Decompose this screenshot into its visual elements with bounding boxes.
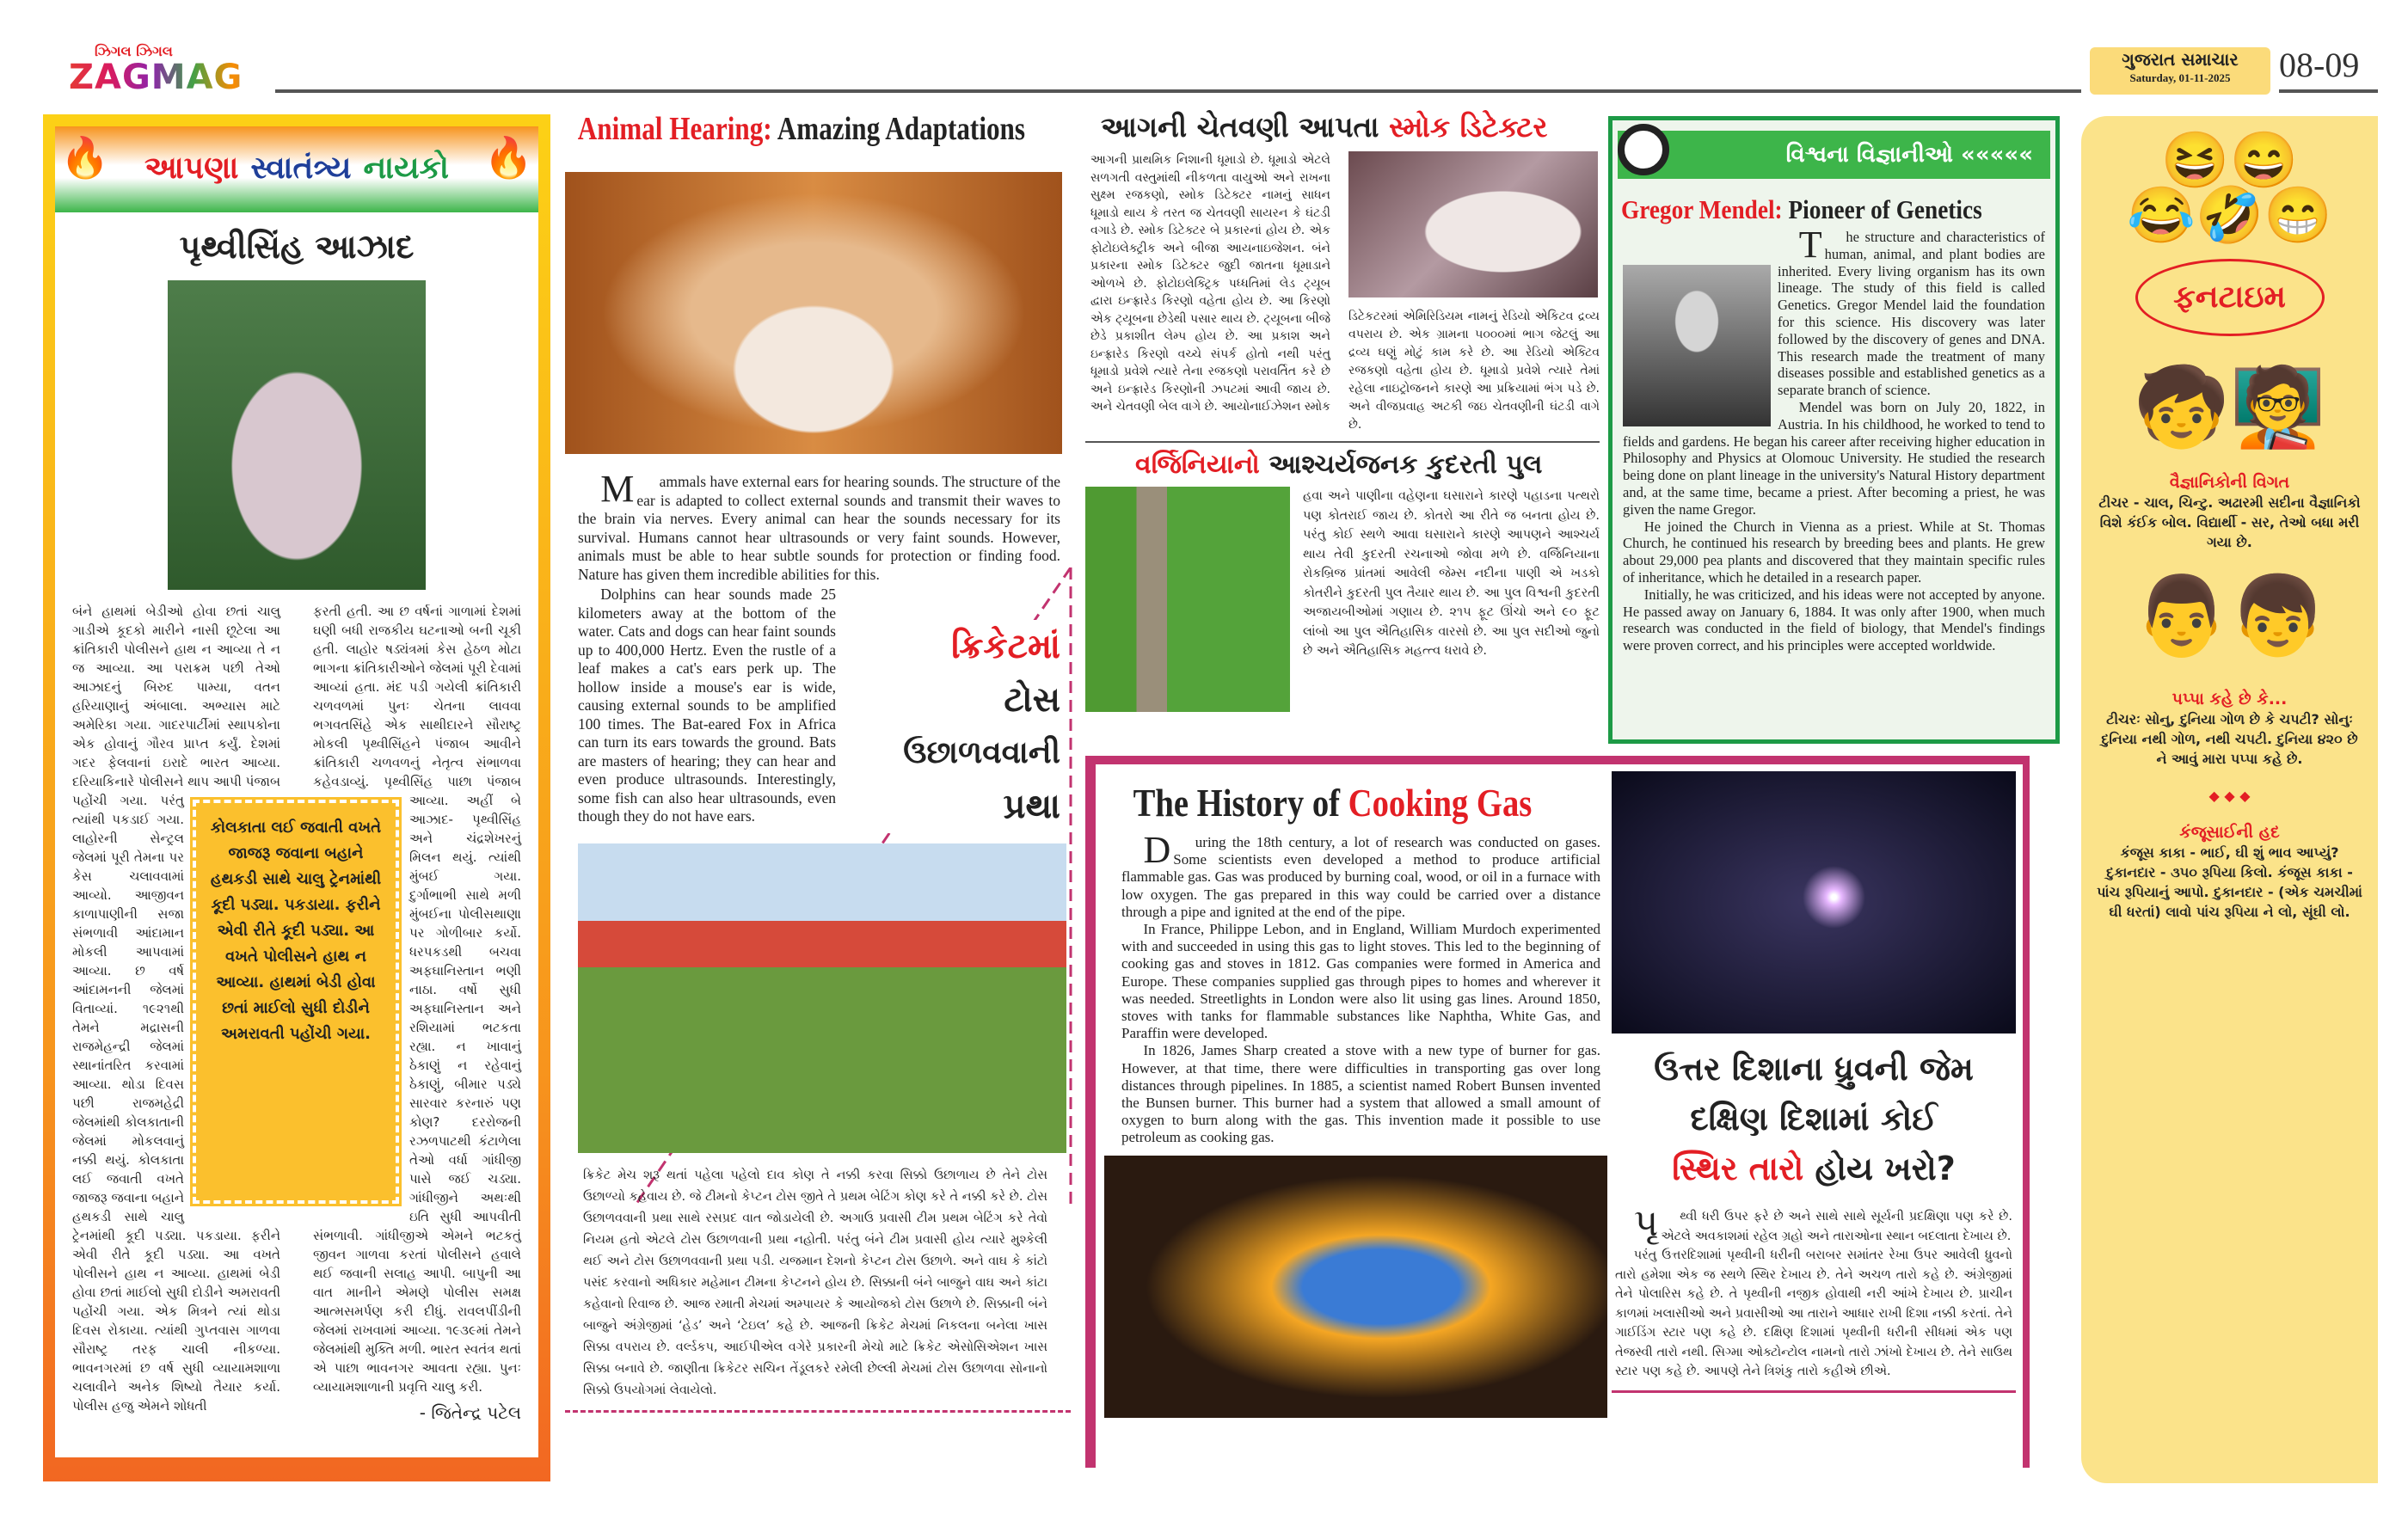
joke-body: કંજૂસ કાકા - ભાઈ, ઘી શું ભાવ આપ્યું? દુકાનદાર - ૩૫૦ રૂપિયા કિલો. કંજૂસ કાકા - પાંચ રૂપિયાનું આપો. દુકાનદાર - (એક ચમચીમાં ઘી ધરતાં) લાવો પાંચ રૂપિયા ને લો, સૂંઘી લો. xyxy=(2097,844,2362,920)
right-center-region xyxy=(1085,110,2060,1468)
page-numbers: 08-09 xyxy=(2279,46,2360,84)
star-column xyxy=(1612,771,2016,1468)
animal-hearing-body xyxy=(565,454,1071,833)
header-rule-right xyxy=(2279,89,2378,93)
paragraph: Dolphins can hear sounds made 25 kilometers away at the bottom of the water. Cats and dogs can hear faint sounds up to 400,000 Hertz. Even the rustle of a leaf makes a cat's ears perk up. The hollow inside a mouse's ear is wide, causing external sounds to be amplified 100 times. The Bat-eared Fox in Africa can turn its ears towards the ground. Bats are masters of hearing; they can hear and even produce ultrasounds. Interestingly, some fish can also hear ultrasounds, even though they do not have ears. xyxy=(578,586,836,825)
teacher-student-illustration: 👨👦 xyxy=(2133,571,2326,661)
hero-body xyxy=(55,602,538,1422)
middle-column xyxy=(565,110,1071,1413)
paragraph: Mendel was born on July 20, 1822, in Austria. In his childhood, he worked to tend to fields and gardens. He began his career after receiving higher education in Philosophy and Physics at Olomouc University. He studied the research being done on plant lineage in the university's Natural History department and, at the same time, became a priest. After becoming a priest, he was given the name Gregor. xyxy=(1623,398,2045,518)
joke-title: પપ્પા કહે છે કે... xyxy=(2172,690,2288,708)
statue-photo xyxy=(168,280,426,590)
title-red: વર્જિનિયાનો xyxy=(1135,450,1260,480)
cricket-toss-photo xyxy=(578,843,1066,1153)
paragraph: In 1826, James Sharp created a stove with a new type of burner for gas. However, at that time, there were difficulties in transporting gas over long distances through pipelines. In 1885, a scientist named Robert Bunsen invented the Bunsen burner. This burner had a system that allowed a small amount of oxygen to burn along with the gas. This invention made it possible to use petroleum as cooking gas. xyxy=(1121,1042,1600,1146)
star-body xyxy=(1612,1201,2016,1382)
paragraph: During the 18th century, a lot of research was conducted on gases. Some scientists even developed a method to produce artificial flammable gas. Gas was produced by burning coal, wood, or oil in a furnace with low oxygen. The gas prepared in this way could be carried over a distance through a pipe and ignited at the end of the pipe. xyxy=(1121,829,1600,920)
paragraph: The structure and characteristics of human, animal, and plant bodies are inherited. Every living organism has its own lineage. The study of this field is called Genetics. Gregor Mendel laid the foundation for this science. His discovery was later followed by the discovery of genes and DNA. This research made the treatment of many diseases possible and established genetics as a separate branch of science. xyxy=(1778,224,2045,399)
cricket-body: ક્રિકેટ મેચ શરૂ થતાં પહેલા પહેલો દાવ કોણ તે નક્કી કરવા સિક્કો ઉછાળાય છે તેને ટોસ ઉછાળ્યો કહેવાય છે. જે ટીમનો કેપ્ટન ટોસ જીતે તે પ્રથમ બેટિંગ કોણ કરે તે નક્કી કરે છે. ટોસ ઉછાળવવાની પ્રથા સાથે રસપ્રદ વાત જોડાયેલી છે. અગાઉ પ્રવાસી ટીમ પ્રથમ બેટિંગ કરે તેવો નિયમ હતો એટલે ટોસ ઉછાળવાની પ્રથા નહોતી. પરંતુ બંને ટીમ પ્રવાસી હોય ત્યારે મુશ્કેલી થઈ અને ટોસ ઉછાળવવાની પ્રથા પડી. યજમાન દેશનો કેપ્ટન ટોસ ઉછાળે. અને વાઘ કે કાંટો પસંદ કરવાનો અધિકાર મહેમાન ટીમના કેપ્ટનને હોય છે. સિક્કાની બંને બાજુને વાઘ અને કાંટા કહેવાનો રિવાજ છે. આજ રમાતી મેચમાં અમ્પાયર કે આયોજકો ટોસ ઉછાળે છે. સિક્કાની બંને બાજુને અંગ્રેજીમાં ‘હેડ’ અને ‘ટેઇલ’ કહે છે. આજની ક્રિકેટ મેચમાં નિકલના બનેલા ખાસ સિક્કા વપરાય છે. વર્લ્ડકપ, આઈપીએલ વગેરે પ્રકારની મેચો માટે ક્રિકેટ એસોસિએશન ખાસ સિક્કા બનાવે છે. જાણીતા ક્રિકેટર સચિન તેંડૂલકરે રમેલી છેલ્લી મેચમાં ટોસ ઉછાળવા સોનાનો સિક્કો ઉપયોગમાં લેવાયેલો. xyxy=(583,1168,1047,1397)
title-line: પ્રથા xyxy=(1003,787,1060,826)
smoke-detector-photo xyxy=(1348,151,1598,297)
virginia-title xyxy=(1085,450,1600,480)
smoke-virginia-column xyxy=(1085,110,1600,712)
banner-word: આપણા xyxy=(144,150,239,186)
star-title xyxy=(1612,1044,2016,1193)
title-red: સ્થિર તારો xyxy=(1672,1150,1804,1187)
cooking-gas-body xyxy=(1104,829,1607,1147)
title-black: Amazing Adaptations xyxy=(777,111,1026,147)
animal-hearing-title xyxy=(565,110,1026,148)
smoke-col1: આગની પ્રાથમિક નિશાની ધૂમાડો છે. ધૂમાડો એટલે સળગતી વસ્તુમાંથી નીકળતા વાયુઓ અને રાખના સુક્ષ્મ રજકણો, સ્મોક ડિટેક્ટર નામનું સાધન ધૂમાડો થાય કે તરત જ ચેતવણી સાયરન કે ઘંટડી વગાડે છે. સ્મોક ડિટેક્ટર બે પ્રકારનાં હોય છે. એક ફોટોઇલેક્ટ્રીક અને બીજા આયનાઇજેશન. બંને પ્રકારના સ્મોક ડિટેક્ટર જુદી જાતના ધૂમાડાને ઓળખે છે. ફોટોઇલેક્ટ્રિક પધ્ધતિમાં લેડ ટ્યૂબ દ્વારા ઇન્ફ્રારેડ કિરણો વહેતા હોય છે. આ કિરણો એક ટ્યૂબના છેડેથી પસાર થાય છે. ટ્યૂબના બીજે છેડે પ્રકાશીત લેમ્પ હોય છે. આ પ્રકાશ અને ઇન્ફ્રારેડ કિરણો વચ્ચે સંપર્ક હોતો નથી પરંતુ ધૂમાડો પ્રવેશે ત્યારે તેના રજકણો પરાવર્તિત કરે છે અને ઇન્ફ્રારેડ કિરણોની ઝપટમાં આવી જાય છે. અને ચેતવણી બેલ વાગે છે. આયોનાઈઝેશન સ્મોક xyxy=(1090,153,1331,414)
issue-date: Saturday, 01-11-2025 xyxy=(2129,71,2231,84)
hero-col1: બંને હાથમાં બેડીઓ હોવા છતાં ચાલુ ગાડીએ કૂદકો મારીને નાસી છૂટેલા આ ક્રાંતિકારી પોલીસને હાથ ન આવ્યા તે ન જ આવ્યા. આ પરાક્રમ પછી તેઓ આઝાદનું બિરુદ પામ્યા, વતન હરિયાણાનું અંબાલા. અભ્યાસ માટે અમેરિકા ગયા. ગાદરપાર્ટીમાં સ્થાપકોના એક હોવાનું ગૌરવ પ્રાપ્ત કર્યું. દેશમાં ગદર ફેલવાનાં ઇરાદે ભારત આવ્યા. દરિયાકિનારે પોલીસને થાપ આપી પંજાબ પહોંચી ગયા. પરંતુ ત્યાંથી પકડાઈ ગયા. લાહોરની સેન્ટ્રલ જેલમાં પૂરી તેમના પર કેસ ચલાવવામાં આવ્યો. આજીવન કાળાપાણીની સજા સંભળાવી આંદામાન મોકલી આપવામાં આવ્યા. છ વર્ષ આંદામનની જેલમાં વિતાવ્યાં. ૧૯૨૧થી તેમને મદ્રાસની રાજમેહન્દ્રી જેલમાં સ્થાનાંતરિત કરવામાં આવ્યા. થોડા દિવસ પછી રાજમહેદ્રી જેલમાંથી કોલકાતાની જેલમાં મોકલવાનું નક્કી થયું. કોલકાતા લઈ જવાતી વખતે જાજરૂ જવાના બહાને હથકડી સાથે ચાલુ ટ્રેનમાંથી કૂદી પડ્યા. પકડાયા. ફરીને એવી રીતે કૂદી પડ્યા. આ વખતે પોલીસને હાથ ન આવ્યા. હાથમાં બેડી હોવા છતાં માઈલો સુધી દોડીને અમરાવતી પહોંચી ગયા. એક મિત્રને ત્યાં થોડા દિવસ રોકાયા. ત્યાંથી ગુપ્તવાસ ગાળવા સૌરાષ્ટ્ર તરફ ચાલી નીકળ્યા. ભાવનગરમાં છ વર્ષ સુધી વ્યાયામશાળા ચલાવીને અનેક શિષ્યો તૈયાર કર્યા. પોલીસ હજુ એમને શોધતી xyxy=(72,604,280,1414)
torch-icon: 🔥 xyxy=(483,136,533,180)
cooking-gas-column xyxy=(1104,771,1607,1468)
title-red: Animal Hearing: xyxy=(577,111,772,147)
mendel-title xyxy=(1621,194,1999,225)
smoke-detector-title xyxy=(1085,110,1600,144)
scientists-section xyxy=(1608,116,2060,744)
funtime-section xyxy=(2081,116,2378,1483)
paper-name: ગુજરાત સમાચાર xyxy=(2122,49,2239,70)
pullquote-box xyxy=(193,800,399,1204)
mendel-body xyxy=(1618,224,2050,654)
title-line: ક્રિકેટમાં xyxy=(951,627,1060,666)
title-black: The History of xyxy=(1133,781,1341,825)
joke-body: ટીચરઃ સોનુ, દુનિયા ગોળ છે કે ચપટી? સોનુઃ દુનિયા નથી ગોળ, નથી ચપટી. દુનિયા ૪૨૦ છે ને આવું મારા પપ્પા કહે છે. xyxy=(2101,711,2358,767)
divider xyxy=(1085,441,1600,443)
natural-bridge-photo xyxy=(1085,487,1290,712)
author-byline: - જિતેન્દ્ર પટેલ xyxy=(419,1402,521,1423)
gas-stove-flame-photo xyxy=(1104,1156,1607,1418)
star-bottom-rule xyxy=(1612,1390,2016,1393)
separator-diamonds: ◆ ◆ ◆ xyxy=(2208,788,2251,804)
paragraph: પરંતુ ઉત્તરદિશામાં પૃથ્વીની ધરીની બરાબર સમાંતર રેખા ઉપર આવેલી ધ્રુવનો તારો હમેશા એક જ સ્થળે સ્થિર દેખાય છે. તેને અચળ તારો કહે છે. અંગ્રેજીમાં તેને પોલારિસ કહે છે. તે પૃથ્વીની નજીક હોવાથી નરી આંખે દેખાય છે. પ્રાચીન કાળમાં ખલાસીઓ અને પ્રવાસીઓ આ તારાને આધાર રાખી દિશા નક્કી કરતાં. તેને ગાઈડિંગ સ્ટાર પણ કહે છે. દક્ષિણ દિશામાં પૃથ્વીની ધરીની સીધમાં એક પણ તેજસ્વી તારો નથી. સિગ્મા ઓક્ટોન્ટોલ નામનો તારો ઝાંખો દેખાય છે. તેને સાઉથ સ્ટાર પણ કહે છે. આપણે તેને ત્રિશંકુ તારો કહીએ છીએ. xyxy=(1615,1248,2012,1378)
night-sky-star-photo xyxy=(1612,771,2016,1034)
joke-title: કંજૂસાઈની હદ xyxy=(2179,823,2280,842)
title-black: Pioneer of Genetics xyxy=(1788,194,1982,224)
header-rule xyxy=(275,89,2081,93)
banner-text: વિશ્વના વિજ્ઞાનીઓ ««««« xyxy=(1785,142,2033,168)
cricket-bottom-dash xyxy=(565,1410,1071,1413)
virginia-body: હવા અને પાણીના વહેણના ઘસારાને કારણે પહાડના પત્થરો પણ કોતરાઈ જાય છે. કોતરો આ રીતે જ બનતા હોય છે. પરંતુ કોઈ સ્થળે આવા ઘસારાને કારણે આપણને આશ્ચર્ય થાય તેવી કુદરતી રચનાઓ જોવા મળે છે. વર્જિનિયાના રોકબ્રિજ પ્રાંતમાં આવેલી જેમ્સ નદીના પાણી એ ખડકો કોતરીને કુદરતી પુલ તૈયાર થાય છે. આ પુલ વિશ્વની કુદરતી અજાયબીઓમાં ગણાય છે. ૨૧૫ ફૂટ ઊંચો અને ૯૦ ફૂટ લાંબો આ પુલ ઐતિહાસિક વારસો છે. આ પુલ સદીઓ જુનો છે અને ઐતિહાસિક મહત્ત્વ ધરાવે છે. xyxy=(1303,489,1600,658)
title-line: દક્ષિણ દિશામાં કોઈ xyxy=(1690,1100,1938,1138)
title-line: ટોસ xyxy=(1004,680,1060,720)
fennec-fox-photo xyxy=(565,172,1062,454)
paragraph: પૃથ્વી ધરી ઉપર ફરે છે અને સાથે સાથે સૂર્યની પ્રદક્ષિણા પણ કરે છે. એટલે અવકાશમાં રહેલ ગ્રહો અને તારાઓના સ્થાન બદલાતા દેખાય છે. xyxy=(1633,1201,2012,1245)
title-line: ઉછાળવવાની xyxy=(903,735,1060,770)
joke-title: વૈજ્ઞાનિકોની વિગત xyxy=(2169,473,2290,492)
title-red: Cooking Gas xyxy=(1348,781,1533,825)
cricket-title xyxy=(858,620,1060,833)
banner-word: નાયકો xyxy=(363,150,449,186)
smoke-col2: ડિટેકટરમાં એમિરિડિયમ નામનું રેડિયો એકિટવ દ્રવ્ય વપરાય છે. એક ગ્રામના ૫૦૦૦માં ભાગ જેટલું આ દ્રવ્ય ઘણું મોટું કામ કરે છે. આ રેડિયો એક્ટિવ રજકણો વહેતા હોય છે. ધૂમાડો પ્રવેશે ત્યારે તેમાં રહેલા નાઇટ્રોજનને કારણે આ પ્રક્રિયામાં ભંગ પડે છે. અને વીજપ્રવાહ અટકી જઇ ચેતવણીની ઘંટડી વાગે છે. xyxy=(1348,310,1600,432)
title-red: Gregor Mendel: xyxy=(1621,194,1783,224)
scientists-banner xyxy=(1618,131,2050,179)
logo-main-text: ZAGMAG xyxy=(69,60,275,95)
torch-icon: 🔥 xyxy=(60,136,110,180)
banner-word: સ્વાતંત્ર્ય xyxy=(250,150,352,186)
cooking-gas-title xyxy=(1104,780,1533,825)
kids-illustration: 🧒🧑‍🏫 xyxy=(2133,365,2326,451)
pullquote-text: કોલકાતા લઈ જવાતી વખતે જાજરૂ જવાના બહાને હથકડી સાથે ચાલુ ટ્રેનમાંથી કૂદી પડ્યા. પકડાયા. ફરીને એવી રીતે કૂદી પડ્યા. આ વખતે પોલીસને હાથ ન આવ્યા. હાથમાં બેડી હોવા છતાં માઈલો સુધી દોડીને અમરાવતી પહોંચી ગયા. xyxy=(210,819,382,1043)
freedom-hero-section xyxy=(43,114,550,1481)
freedom-banner xyxy=(55,126,538,212)
magenta-frame xyxy=(1085,756,2030,1468)
hero-name-title: પૃથ્વીસિંહ આઝાદ xyxy=(179,228,415,266)
gregor-mendel-portrait xyxy=(1623,265,1771,426)
paper-name-box xyxy=(2090,47,2270,95)
joke-body: ટીચર - ચાલ, ચિન્ટુ. અઢારમી સદીના વૈજ્ઞાનિકો વિશે કંઈક બોલ. વિદ્યાર્થી - સર, તેઓ બધા મરી ગયા છે. xyxy=(2098,494,2361,550)
title-black: આગની ચેતવણી આપતા xyxy=(1101,110,1379,144)
paragraph: Mammals have external ears for hearing sounds. The structure of the ear is adapted to collect external sounds and transmit their waves to the brain via nerves. Every animal can hear the sounds necessary for its survival. Humans cannot hear ultrasounds or very faint sounds. However, animals must be able to hear subtle sounds for protection or finding food. Nature has given them incredible abilities for this. xyxy=(578,468,1060,583)
title-red: સ્મોક ડિટેક્ટર xyxy=(1388,110,1548,144)
title-black: હોય ખરો? xyxy=(1815,1150,1956,1187)
magnifier-icon xyxy=(1618,124,1669,175)
logo-top-text: ઝિગલ ઝિગલ xyxy=(95,43,173,59)
laughing-emoji-illustration: 😆😄 😂🤣😁 xyxy=(2126,130,2333,246)
masthead-logo xyxy=(69,43,275,103)
paragraph: Initially, he was criticized, and his ideas were not accepted by anyone. He passed away on January 6, 1884. It was only after 1900, when much research was conducted in the field of biology, that Mendel's findings were proven correct, and his principles were accepted worldwide. xyxy=(1623,586,2045,654)
paragraph: He joined the Church in Vienna as a priest. While at St. Thomas Church, he continued his research by breeding bees and plants. He grew about 29,000 pea plants and discovered that they maintain specific rules of inheritance, which he detailed in a research paper. xyxy=(1623,518,2045,586)
paragraph: In France, Philippe Lebon, and in England, William Murdoch experimented with and succeeded in using this gas to light stoves. This led to the beginning of cooking gas and stoves in 1812. Gas companies were formed in America and Europe. These companies supplied gas through pipes to homes and wherever it was needed. Streetlights in London were also lit using gas lines. Around 1850, stoves with tanks for flammable substances like Naphtha, White Gas, and Paraffin were developed. xyxy=(1121,921,1600,1042)
title-black: આશ્ચર્યજનક કુદરતી પુલ xyxy=(1268,450,1543,480)
hero-col2: ફરતી હતી. આ છ વર્ષનાં ગાળામાં દેશમાં ઘણી બધી રાજકીય ઘટનાઓ બની ચૂકી હતી. લાહોર ષડ્યંત્રમાં કેસ હેઠળ મોટા ભાગના ક્રાંતિકારીઓને જેલમાં પૂરી દેવામાં આવ્યાં હતા. મંદ પડી ગયેલી ક્રાંતિકારી ચળવળમાં પુનઃ ચેતના લાવવા ભગવતસિંહે એક સાથીદારને સૌરાષ્ટ્ર મોકલી પૃથ્વીસિંહને પંજાબ આવીને ક્રાંતિકારી ચળવળનું નેતૃત્વ સંભાળવા કહેવડાવ્યું. પૃથ્વીસિંહ પાછા પંજાબ આવ્યા. અહીં બે આઝાદ- પૃથ્વીસિંહ અને ચંદ્રશેખરનું મિલન થયું. ત્યાંથી મુંબઈ ગયા. દુર્ગાભાભી સાથે મળી મુંબઈના પોલીસથાણા પર ગોળીબાર કર્યો. ધરપકડથી બચવા અફઘાનિસ્તાન ભણી નાઠા. વર્ષો સુધી અફઘાનિસ્તાન અને રશિયામાં ભટકતા રહ્યા. ન ખાવાનું ઠેકાણું ન રહેવાનું ઠેકાણું, બીમાર પડ્યે સારવાર કરનારું પણ કોણ? દરરોજની રઝળપાટથી કંટાળેલા તેઓ વર્ધા ગાંધીજી પાસે જઈ ચડ્યા. ગાંધીજીને અથઃથી ઇતિ સુધી આપવીતી સંભળાવી. ગાંધીજીએ એમને ભટકતું જીવન ગાળવા કરતાં પોલીસને હવાલે થઈ જવાની સલાહ આપી. બાપુની આ વાત માનીને એમણે પોલીસ સમક્ષ આત્મસમર્પણ કરી દીધું. રાવલપીંડીની જેલમાં રાખવામાં આવ્યા. ૧૯૩૯માં તેમને જેલમાંથી મુક્તિ મળી. ભારત સ્વતંત્ર થતાં એ પાછા ભાવનગર આવતા રહ્યા. પુનઃ વ્યાયામશાળાની પ્રવૃત્તિ ચાલુ કરી. xyxy=(313,604,521,1395)
funtime-title: ફનટાઇમ xyxy=(2135,259,2325,336)
title-line: ઉત્તર દિશાના ધ્રુવની જેમ xyxy=(1654,1050,1974,1088)
